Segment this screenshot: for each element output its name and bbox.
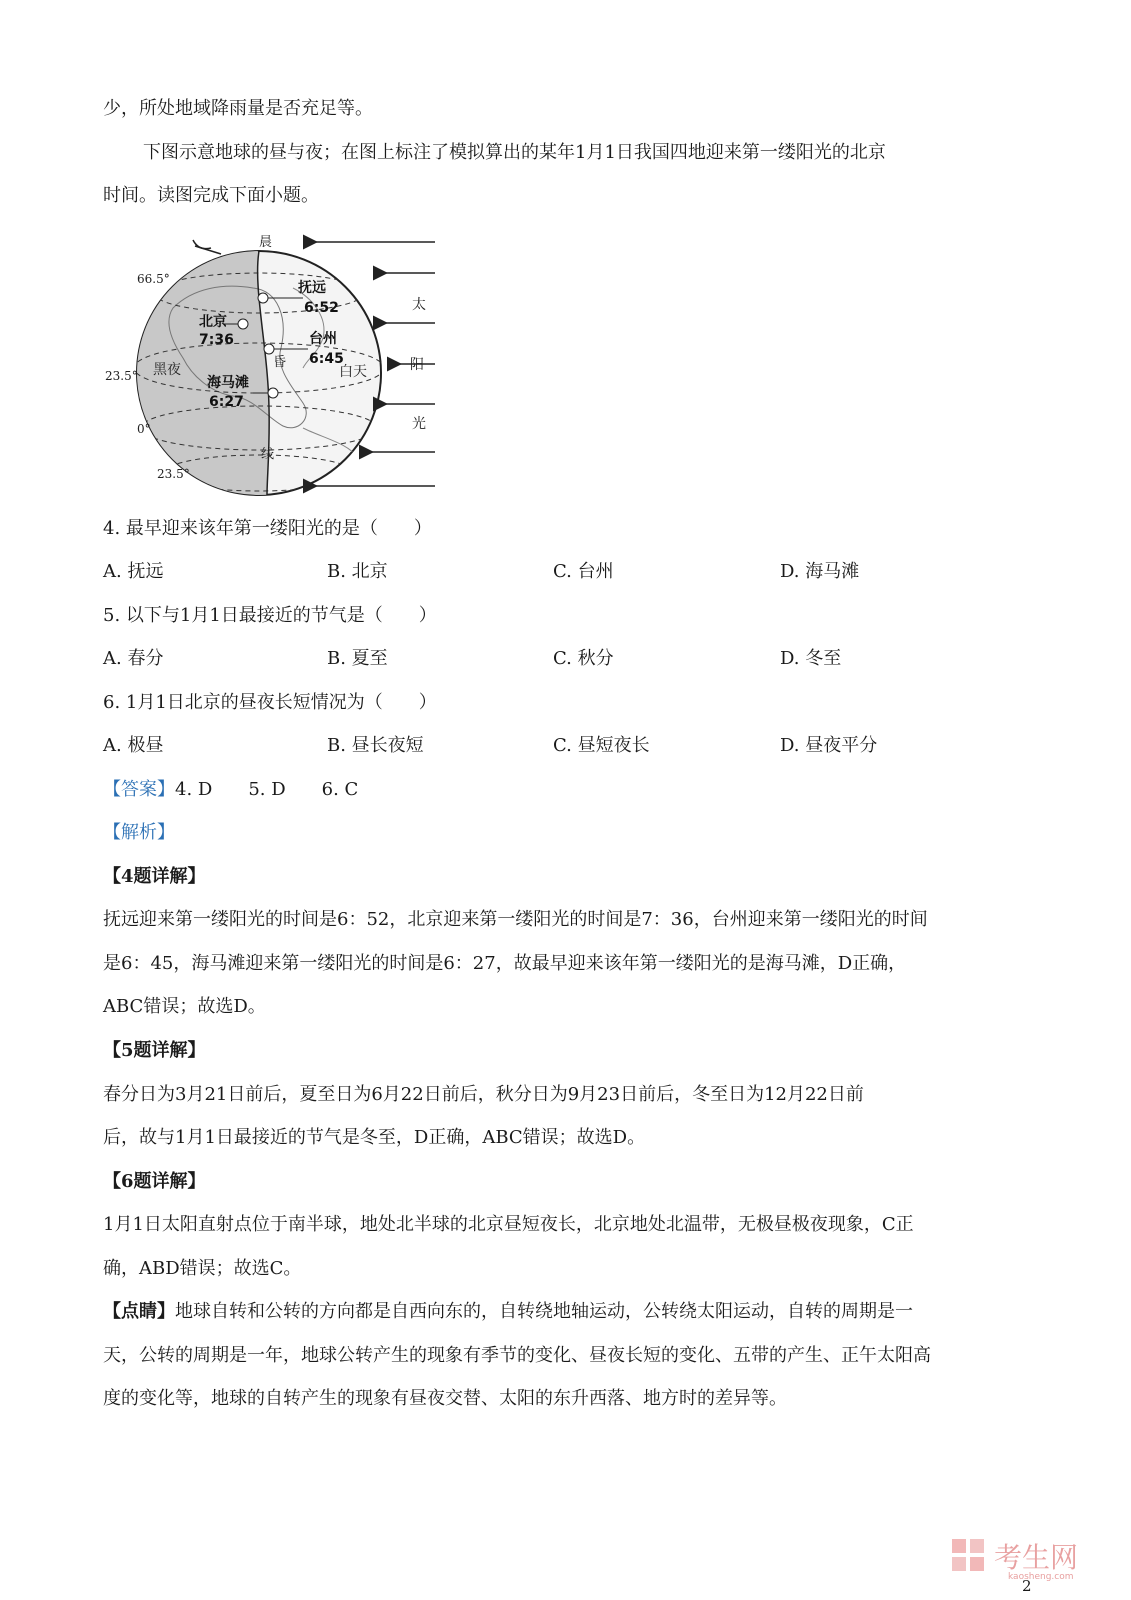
watermark-logo (950, 1537, 1115, 1581)
tip-label: 【点睛】 (103, 1301, 175, 1322)
place-name-haimatan: 海马滩 (207, 375, 249, 391)
intro-line-3: 时间。读图完成下面小题。 (103, 185, 319, 206)
place-time-haimatan: 6:27 (209, 394, 244, 410)
watermark-icon (950, 1537, 1115, 1581)
place-marker-beijing (238, 319, 248, 329)
detail-6-line-2: 确，ABD错误；故选C。 (103, 1258, 302, 1279)
q5-option-b: B. 夏至 (327, 648, 388, 669)
detail-4-line-1: 抚远迎来第一缕阳光的时间是6：52，北京迎来第一缕阳光的时间是7：36，台州迎来第一缕阳光的时间 (103, 909, 928, 930)
question-4-stem: 4. 最早迎来该年第一缕阳光的是（ ） (103, 518, 432, 539)
earth-day-night-figure (103, 228, 453, 510)
sun-label-2: 阳 (410, 357, 424, 373)
question-6-stem: 6. 1月1日北京的昼夜长短情况为（ ） (103, 692, 437, 713)
lat-label-665: 66.5° (137, 272, 170, 286)
answer-label: 【答案】 (103, 779, 175, 800)
place-time-taizhou: 6:45 (309, 351, 344, 367)
q5-option-d: D. 冬至 (780, 648, 842, 669)
page-number: 2 (1022, 1577, 1032, 1595)
question-5-stem: 5. 以下与1月1日最接近的节气是（ ） (103, 605, 437, 626)
tip-line-1 (103, 1299, 913, 1325)
place-marker-haimatan (268, 388, 278, 398)
detail-6-line-1: 1月1日太阳直射点位于南半球，地处北半球的北京昼短夜长，北京地处北温带，无极昼极夜现象，C正 (103, 1214, 914, 1235)
place-name-fuyuan: 抚远 (298, 280, 326, 296)
tip-text-1: 地球自转和公转的方向都是自西向东的，自转绕地轴运动，公转绕太阳运动，自转的周期是一 (175, 1301, 913, 1322)
q6-option-b: B. 昼长夜短 (327, 735, 424, 756)
q4-option-d: D. 海马滩 (780, 561, 860, 582)
terminator-label-2: 昏 (273, 355, 287, 370)
tip-line-3: 度的变化等，地球的自转产生的现象有昼夜交替、太阳的东升西落、地方时的差异等。 (103, 1388, 787, 1409)
detail-6-title: 【6题详解】 (103, 1171, 206, 1192)
detail-5-title: 【5题详解】 (103, 1040, 206, 1061)
place-name-beijing: 北京 (199, 314, 227, 330)
answer-text: 4. D 5. D 6. C (175, 779, 359, 800)
place-marker-taizhou (264, 344, 274, 354)
lat-label-235n: 23.5° (105, 369, 138, 383)
q6-option-c: C. 昼短夜长 (553, 735, 650, 756)
sun-label-1: 太 (412, 297, 426, 313)
terminator-label-3: 线 (261, 447, 275, 462)
place-marker-fuyuan (258, 293, 268, 303)
intro-line-1: 少，所处地域降雨量是否充足等。 (103, 98, 373, 119)
detail-4-line-3: ABC错误；故选D。 (103, 996, 266, 1017)
q4-option-b: B. 北京 (327, 561, 388, 582)
night-label: 黑夜 (153, 362, 181, 378)
intro-line-2: 下图示意地球的昼与夜；在图上标注了模拟算出的某年1月1日我国四地迎来第一缕阳光的北京 (143, 142, 886, 163)
detail-5-line-2: 后，故与1月1日最接近的节气是冬至，D正确，ABC错误；故选D。 (103, 1127, 646, 1148)
tip-line-2: 天，公转的周期是一年，地球公转产生的现象有季节的变化、昼夜长短的变化、五带的产生、正午太阳高 (103, 1345, 931, 1366)
day-label: 白天 (339, 364, 367, 380)
detail-4-line-2: 是6：45，海马滩迎来第一缕阳光的时间是6：27，故最早迎来该年第一缕阳光的是海马滩，D正确， (103, 953, 907, 974)
lat-label-0: 0° (137, 422, 151, 436)
lat-label-235s: 23.5° (157, 467, 190, 481)
place-time-beijing: 7:36 (199, 332, 234, 348)
terminator-label-1: 晨 (259, 235, 273, 250)
analysis-label: 【解析】 (103, 822, 175, 843)
q4-option-c: C. 台州 (553, 561, 614, 582)
sun-label-3: 光 (412, 416, 426, 432)
q4-option-a: A. 抚远 (103, 561, 164, 582)
svg-text:考生网: 考生网 (994, 1541, 1079, 1574)
q6-option-a: A. 极昼 (103, 735, 164, 756)
place-time-fuyuan: 6:52 (304, 300, 339, 316)
detail-4-title: 【4题详解】 (103, 866, 206, 887)
q6-option-d: D. 昼夜平分 (780, 735, 878, 756)
answer-line (103, 777, 358, 803)
q5-option-a: A. 春分 (103, 648, 164, 669)
svg-text:kaosheng.com: kaosheng.com (1008, 1572, 1074, 1581)
place-name-taizhou: 台州 (309, 331, 337, 347)
q5-option-c: C. 秋分 (553, 648, 614, 669)
detail-5-line-1: 春分日为3月21日前后，夏至日为6月22日前后，秋分日为9月23日前后，冬至日为12月22日前 (103, 1084, 864, 1105)
